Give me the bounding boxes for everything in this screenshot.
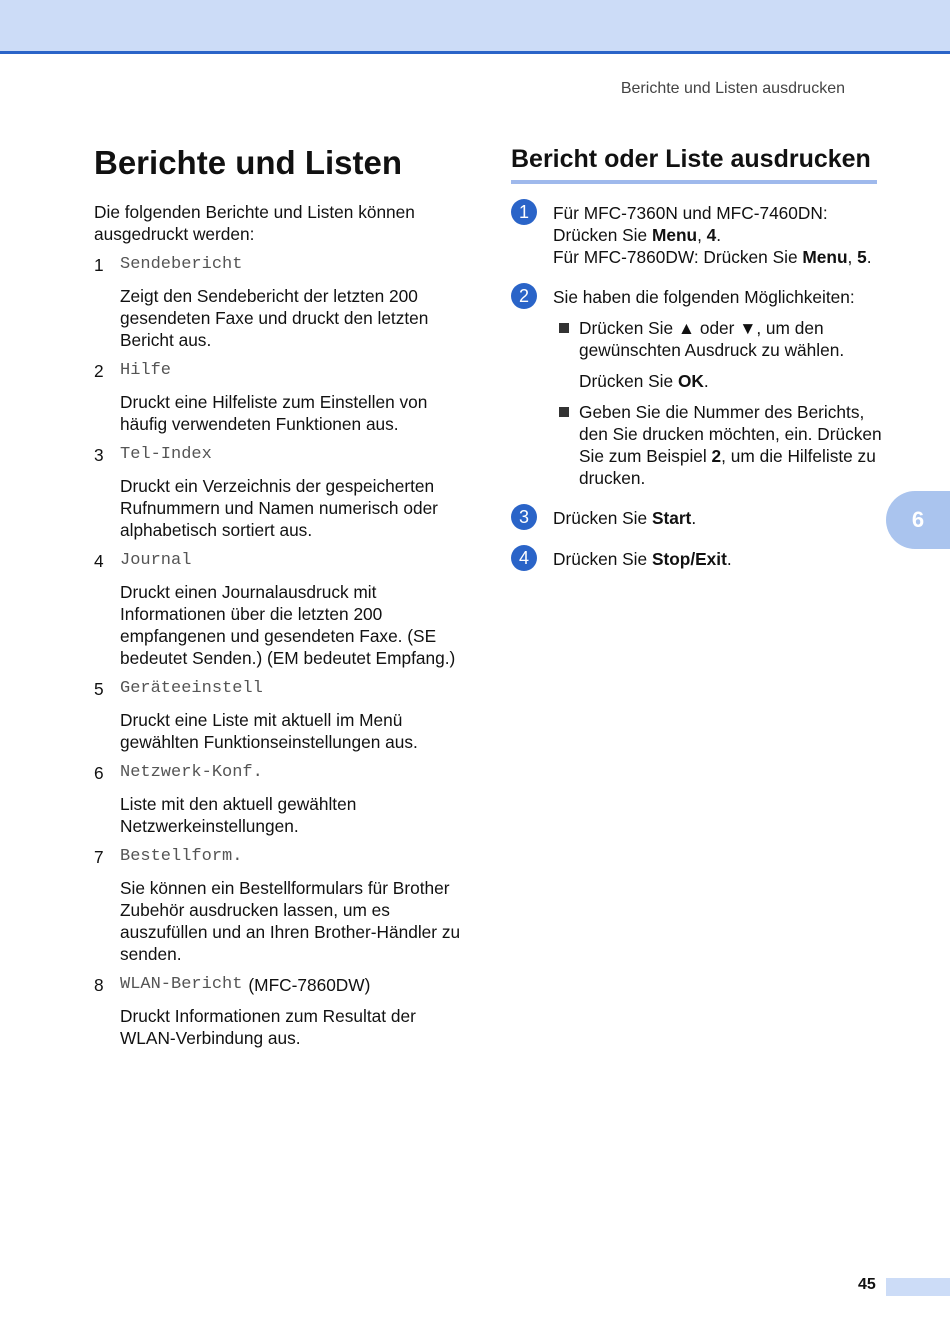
key-label: OK bbox=[677, 371, 704, 391]
item-code: Sendebericht bbox=[120, 255, 243, 274]
square-bullet-icon bbox=[559, 407, 569, 417]
key-label: 5 bbox=[857, 247, 867, 267]
bullet-text: Drücken Sie ▲ oder ▼, um den gewünschten Ausdruck zu wählen. bbox=[579, 318, 845, 360]
item-description: Druckt eine Hilfeliste zum Einstellen von häufig verwendeten Funktionen aus. bbox=[120, 392, 428, 434]
step-text: Drücken Sie Stop/Exit. bbox=[553, 549, 732, 569]
step-text: Für MFC-7860DW: Drücken Sie Menu, 5. bbox=[553, 247, 872, 267]
key-label: Stop/Exit bbox=[651, 549, 727, 569]
step-number-badge: 3 bbox=[511, 504, 537, 530]
bullet-subtext: Drücken Sie OK. bbox=[579, 371, 709, 391]
section-title: Berichte und Listen bbox=[94, 144, 403, 181]
report-item bbox=[94, 974, 464, 1049]
item-code: Geräteeinstell bbox=[120, 679, 263, 698]
report-item bbox=[94, 550, 464, 669]
item-description: Zeigt den Sendebericht der letzten 200 gesendeten Faxe und druckt den letzten Bericht aus. bbox=[120, 286, 429, 350]
item-number: 7 bbox=[94, 847, 104, 867]
item-description: Liste mit den aktuell gewählten Netzwerkeinstellungen. bbox=[120, 794, 357, 836]
key-label: 4 bbox=[706, 225, 717, 245]
left-column bbox=[94, 144, 464, 1049]
square-bullet-icon bbox=[559, 323, 569, 333]
report-item bbox=[94, 360, 464, 435]
running-header: Berichte und Listen ausdrucken bbox=[620, 80, 845, 97]
step-4 bbox=[511, 548, 883, 571]
item-code: Tel-Index bbox=[120, 445, 212, 464]
chapter-tab: 6 bbox=[886, 491, 950, 549]
report-item bbox=[94, 762, 464, 837]
bullet-item bbox=[553, 401, 883, 489]
step-3 bbox=[511, 507, 883, 530]
header-band bbox=[0, 0, 950, 54]
step-text: Für MFC-7360N und MFC-7460DN: bbox=[553, 203, 828, 223]
step-text: Sie haben die folgenden Möglichkeiten: bbox=[553, 287, 855, 307]
item-code: Netzwerk-Konf. bbox=[120, 763, 263, 782]
footer-bar bbox=[886, 1278, 950, 1296]
report-item bbox=[94, 846, 464, 965]
step-2 bbox=[511, 286, 883, 489]
report-item bbox=[94, 444, 464, 541]
bullet-text: Geben Sie die Nummer des Berichts, den Sie drucken möchten, ein. Drücken Sie zum Beispiel 2, um die Hilfeliste zu drucken. bbox=[579, 402, 882, 488]
item-number: 8 bbox=[94, 975, 104, 995]
item-number: 4 bbox=[94, 551, 104, 571]
page-number: 45 bbox=[858, 1276, 876, 1293]
item-number: 6 bbox=[94, 763, 104, 783]
subsection-title: Bericht oder Liste ausdrucken bbox=[511, 145, 871, 173]
step-number-badge: 2 bbox=[511, 283, 537, 309]
item-number: 5 bbox=[94, 679, 104, 699]
step-1 bbox=[511, 202, 883, 268]
report-item bbox=[94, 254, 464, 351]
item-description: Sie können ein Bestellformulars für Brother Zubehör ausdrucken lassen, um es auszufüllen und an Ihren Brother-Händler zu senden. bbox=[120, 878, 461, 964]
item-description: Druckt Informationen zum Resultat der WLAN-Verbindung aus. bbox=[120, 1006, 416, 1048]
item-number: 3 bbox=[94, 445, 104, 465]
item-code: WLAN-Bericht bbox=[120, 975, 243, 994]
item-code: Journal bbox=[120, 551, 192, 570]
title-underline bbox=[511, 180, 877, 184]
item-description: Druckt einen Journalausdruck mit Informationen über die letzten 200 empfangenen und gesendeten Faxe. (SE bedeutet Senden.) (EM bedeutet Empfang.) bbox=[120, 582, 456, 668]
key-label: Menu bbox=[802, 247, 848, 267]
step-text: Drücken Sie Start. bbox=[553, 508, 697, 528]
key-label: Start bbox=[651, 508, 692, 528]
step-number-badge: 4 bbox=[511, 545, 537, 571]
key-label: 2 bbox=[711, 446, 722, 466]
item-number: 2 bbox=[94, 361, 104, 381]
right-column bbox=[511, 144, 883, 571]
item-code: Bestellform. bbox=[120, 847, 243, 866]
intro-text: Die folgenden Berichte und Listen können ausgedruckt werden: bbox=[94, 202, 415, 244]
item-description: Druckt ein Verzeichnis der gespeicherten Rufnummern und Namen numerisch oder alphabetisch sortiert aus. bbox=[120, 476, 438, 540]
bullet-item bbox=[553, 317, 883, 392]
item-model-note: (MFC-7860DW) bbox=[248, 975, 371, 995]
item-code: Hilfe bbox=[120, 361, 172, 380]
item-description: Druckt eine Liste mit aktuell im Menü gewählten Funktionseinstellungen aus. bbox=[120, 710, 418, 752]
item-number: 1 bbox=[94, 255, 104, 275]
step-text: Drücken Sie Menu, 4. bbox=[553, 225, 722, 245]
key-label: Menu bbox=[651, 225, 698, 245]
step-number-badge: 1 bbox=[511, 199, 537, 225]
report-item bbox=[94, 678, 464, 753]
